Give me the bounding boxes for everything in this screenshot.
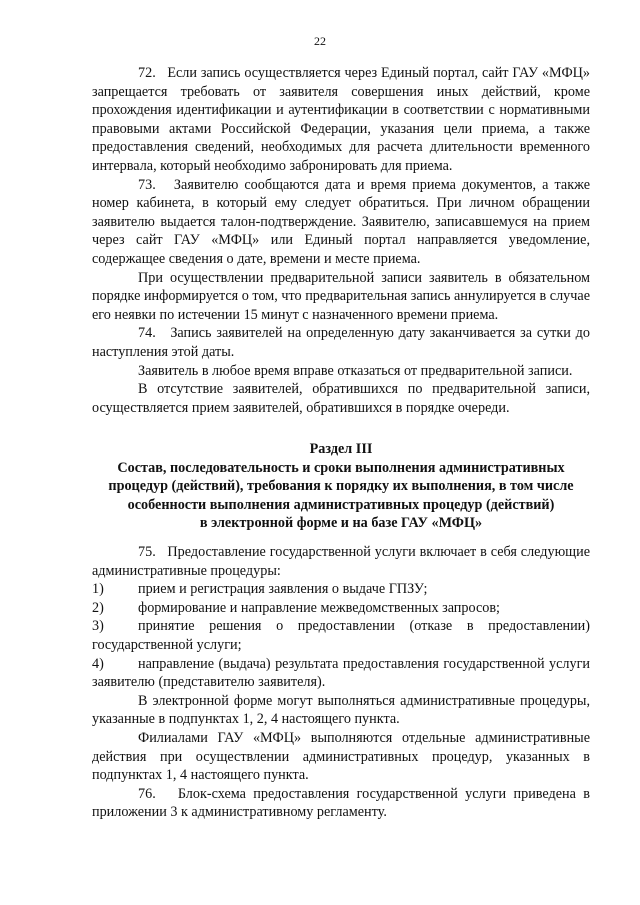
section-heading [92, 440, 590, 533]
section-heading-line-4: в электронной форме и на базе ГАУ «МФЦ» [199, 515, 483, 532]
list-item-number: 2) [92, 599, 104, 616]
paragraph-73: 73. Заявителю сообщаются дата и время приема документов, а также номер кабинета, в который ему следует обратиться. При личном обращении заявителю выдается талон-подтверждение. Заявителю, записавшемуся на прием через сайт ГАУ «МФЦ» или Единый портал направляется уведомление, содержащее сведения о дате, времени и месте приема. [92, 176, 590, 267]
section-heading-line-2: процедур (действий), требования к порядку их выполнения, в том числе [108, 478, 574, 495]
list-item-3 [92, 617, 590, 654]
list-item-4 [92, 655, 590, 692]
section-heading-line-3: особенности выполнения административных процедур (действий) [127, 496, 555, 513]
list-item-number: 3) [92, 618, 104, 635]
list-item-text: принятие решения о предоставлении (отказе в предоставлении) государственной услуги; [92, 618, 590, 653]
section-title: Раздел III [309, 441, 373, 457]
list-item-number: 4) [92, 655, 104, 672]
paragraph-queue: В отсутствие заявителей, обратившихся по предварительной записи, осуществляется прием заявителей, обратившихся в порядке очереди. [92, 381, 590, 416]
page-number: 22 [314, 34, 326, 48]
text-block-points-75-76 [92, 543, 590, 822]
paragraph-preliminary-record: При осуществлении предварительной записи заявитель в обязательном порядке информируется о том, что предварительная запись аннулируется в случае его неявки по истечении 15 минут с назначенного времени приема. [92, 269, 590, 323]
list-item-number: 1) [92, 581, 104, 598]
list-item-text: формирование и направление межведомственных запросов; [138, 599, 500, 616]
paragraph-refusal: Заявитель в любое время вправе отказаться от предварительной записи. [138, 362, 573, 379]
list-item-1 [92, 580, 590, 599]
paragraph-76: 76. Блок-схема предоставления государственной услуги приведена в приложении 3 к административному регламенту. [92, 785, 590, 821]
list-item-2 [92, 599, 590, 618]
paragraph-74: 74. Запись заявителей на определенную дату заканчивается за сутки до наступления этой даты. [92, 325, 590, 360]
paragraph-72: 72. Если запись осуществляется через Единый портал, сайт ГАУ «МФЦ» запрещается требовать от заявителя совершения иных действий, кроме прохождения идентификации и аутентификации в соответствии с нормативными правовыми актами Российской Федерации, указания цели приема, а также предоставления сведений, необходимых для расчета длительности временного интервала, который необходимо забронировать для приема. [92, 65, 590, 174]
list-item-text: направление (выдача) результата предоставления государственной услуги заявителю (представителю заявителя). [92, 655, 590, 691]
paragraph-75: 75. Предоставление государственной услуги включает в себя следующие административные процедуры: [92, 544, 590, 579]
text-block-points-72-74 [92, 64, 590, 417]
list-item-text: прием и регистрация заявления о выдаче ГПЗУ; [138, 581, 428, 598]
section-heading-line-1: Состав, последовательность и сроки выполнения административных [117, 459, 565, 476]
paragraph-electronic-form: В электронной форме могут выполняться административные процедуры, указанные в подпунктах 1, 2, 4 настоящего пункта. [92, 692, 590, 728]
paragraph-branches: Филиалами ГАУ «МФЦ» выполняются отдельные административные действия при осуществлении административных процедур, указанных в подпунктах 1, 4 настоящего пункта. [92, 729, 590, 784]
